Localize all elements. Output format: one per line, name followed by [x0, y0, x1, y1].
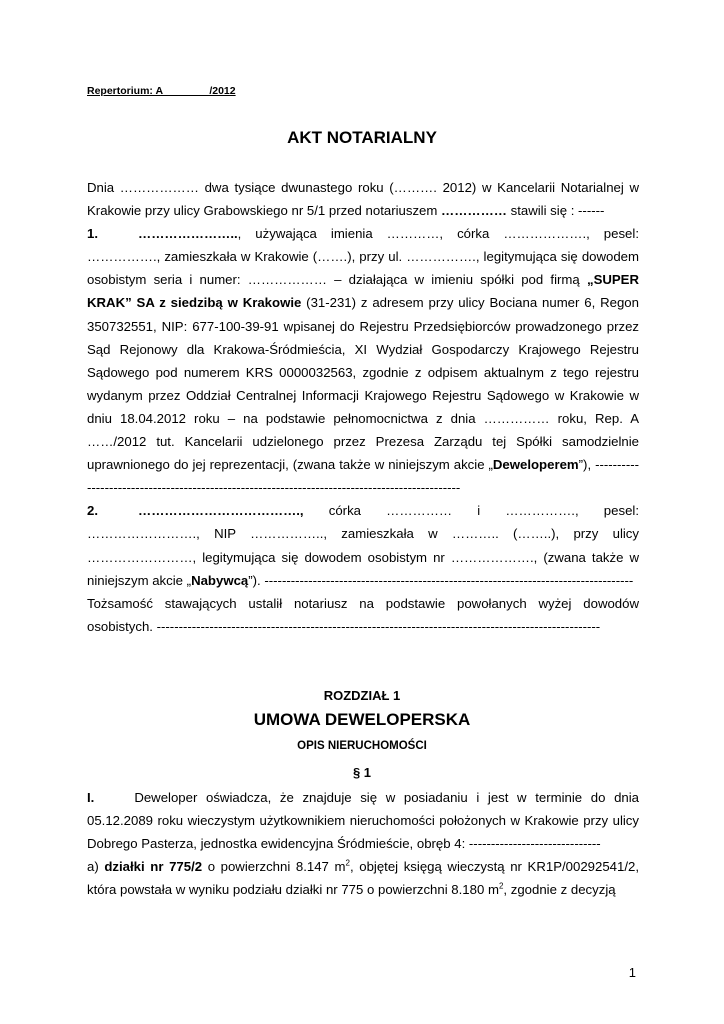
chapter-title: UMOWA DEWELOPERSKA	[253, 710, 471, 729]
page-number: 1	[628, 965, 636, 980]
party1-paragraph: 1. ………………….., używająca imienia …………, córka ………………., pesel: ……………., zamieszkała w Krakowie (…….), przy ul. ……………., legitymująca się dowodem osobistym seria i numer: ……………… – działająca w imieniu spółki pod firmą „SUPER KRAK” SA z siedzibą w Krakowie (31-231) z adresem przy ulicy Bociana numer 6, Regon 350732551, NIP: 677-100-39-91 wpisanej do Rejestru Przedsiębiorców prowadzonego przez Sąd Rejonowy dla Krakowa-Śródmieścia, XI Wydział Gospodarczy Krajowego Rejestru Sądowego pod numerem KRS 0000032563, zgodnie z odpisem aktualnym z tego rejestru wydanym przez Oddział Centralnej Informacji Krajowego Rejestru Sądowego w Krakowie w dniu 18.04.2012 roku – na podstawie pełnomocnictwa z dnia …………… roku, Rep. A ……/2012 tut. Kancelarii udzielonego przez Prezesa Zarządu tej Spółki samodzielnie uprawnionego do jej reprezentacji, (zwana także w niniejszym akcie „Deweloperem”), -----------------------------------------------------------------------------------------------	[87, 226, 639, 496]
party2-name: ……………………………….,	[138, 503, 304, 519]
party2-alias: Nabywcą	[191, 572, 249, 588]
notary-name-placeholder: ……………	[441, 203, 507, 219]
plot-item: a) działki nr 775/2 o powierzchni 8.147 $m^2$, objętej księgą wieczystą nr KR1P/00292541/2, która powstała w wyniku podziału działki nr 775 o powierzchni 8.180 $m^2$, zgodnie z decyzją	[87, 858, 639, 898]
party1-name: …………………..	[138, 226, 238, 242]
intro-paragraph: Dnia ……………… dwa tysiące dwunastego roku (………. 2012) w Kancelarii Notarialnej w Krakowie przy ulicy Grabowskiego nr 5/1 przed notariuszem …………… stawili się : ------	[87, 180, 639, 219]
identity-paragraph: Tożsamość stawających ustalił notariusz na podstawie powołanych wyżej dowodów osobistych. -----------------------------------------------------------------------------------------------------	[87, 595, 639, 634]
intro-section	[87, 176, 639, 638]
section-1	[87, 786, 639, 901]
section1-number: I.	[87, 790, 95, 805]
chapter-number: ROZDZIAŁ 1	[323, 688, 401, 703]
chapter-subtitle: OPIS NIERUCHOMOŚCI	[297, 740, 427, 752]
party1-number: 1.	[87, 226, 98, 242]
party1-alias: Deweloperem	[492, 457, 579, 473]
party2-paragraph: 2. ………………………………., córka …………… i ……………., pesel: ……………………., NIP …………….., zamieszkała w ……….. (……..), przy ulicy ……………………, legitymująca się dowodem osobistym nr ………………., (zwana także w niniejszym akcie „Nabywcą”). ------------------------------------------------------------------------------------	[87, 503, 639, 588]
section1-paragraph: I. Deweloper oświadcza, że znajduje się w posiadaniu i jest w terminie do dnia 05.12.2089 roku wieczystym użytkownikiem nieruchomości położonych w Krakowie przy ulicy Dobrego Pasterza, jednostka ewidencyjna Śródmieście, obręb 4: ------------------------------	[87, 790, 639, 852]
repertorium-header: Repertorium: A /2012	[87, 85, 236, 97]
party2-number: 2.	[87, 503, 98, 519]
plot-number: działki nr 775/2	[104, 859, 203, 875]
paragraph-symbol: § 1	[352, 765, 372, 780]
firm-name: „SUPER KRAK” SA z siedzibą w Krakowie	[87, 272, 639, 311]
document-title: AKT NOTARIALNY	[287, 128, 437, 147]
